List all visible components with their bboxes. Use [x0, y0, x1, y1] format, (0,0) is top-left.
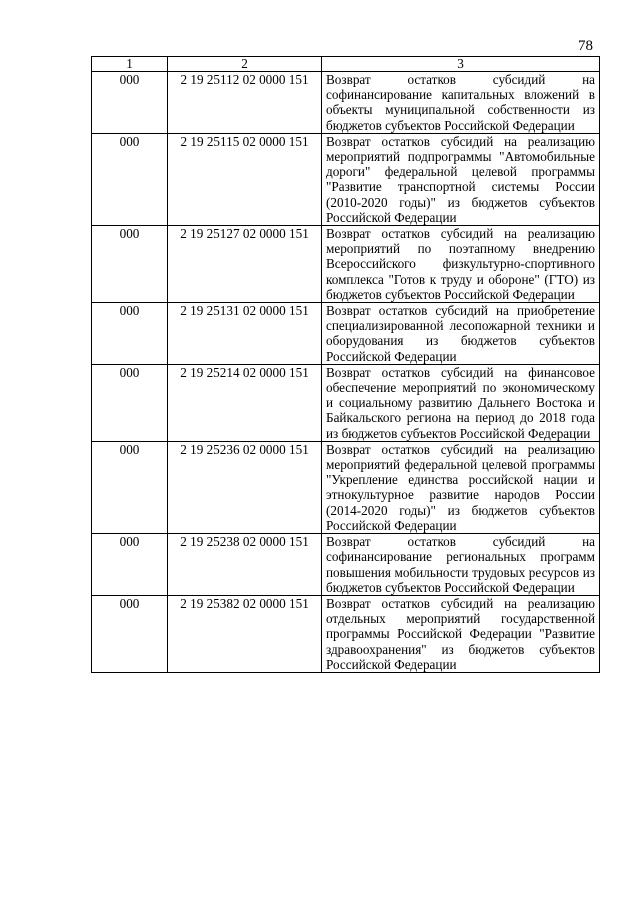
description-cell: Возврат остатков субсидий на финансовое обеспечение мероприятий по экономическому и социальному развитию Дальнего Востока и Байкальского региона на период до 2018 года из бюджетов субъектов Российской Федерации — [322, 364, 600, 441]
budget-codes-table — [91, 56, 600, 673]
budget-code-cell: 2 19 25382 02 0000 151 — [168, 595, 322, 672]
table-row — [92, 441, 600, 533]
description-cell: Возврат остатков субсидий на реализацию отдельных мероприятий государственной программы Российской Федерации "Развитие здравоохранения" из бюджетов субъектов Российской Федерации — [322, 595, 600, 672]
admin-code-cell: 000 — [92, 534, 168, 596]
page-number: 78 — [578, 38, 593, 54]
description-cell: Возврат остатков субсидий на реализацию мероприятий федеральной целевой программы "Укрепление единства российской нации и этнокультурное развитие народов России (2014-2020 годы)" из бюджетов субъектов Российской Федерации — [322, 441, 600, 533]
budget-code-cell: 2 19 25236 02 0000 151 — [168, 441, 322, 533]
budget-code-cell: 2 19 25127 02 0000 151 — [168, 226, 322, 303]
table-row — [92, 226, 600, 303]
table-row — [92, 534, 600, 596]
description-cell: Возврат остатков субсидий на приобретение специализированной лесопожарной техники и оборудования из бюджетов субъектов Российской Федерации — [322, 303, 600, 365]
admin-code-cell: 000 — [92, 226, 168, 303]
description-cell: Возврат остатков субсидий на софинансирование региональных программ повышения мобильности трудовых ресурсов из бюджетов субъектов Российской Федерации — [322, 534, 600, 596]
admin-code-cell: 000 — [92, 595, 168, 672]
description-cell: Возврат остатков субсидий на реализацию мероприятий подпрограммы "Автомобильные дороги" федеральной целевой программы "Развитие транспортной системы России (2010-2020 годы)" из бюджетов субъектов Российской Федерации — [322, 133, 600, 225]
budget-code-cell: 2 19 25112 02 0000 151 — [168, 72, 322, 134]
budget-code-cell: 2 19 25238 02 0000 151 — [168, 534, 322, 596]
table-header-row — [92, 57, 600, 72]
table-row — [92, 72, 600, 134]
admin-code-cell: 000 — [92, 72, 168, 134]
admin-code-cell: 000 — [92, 303, 168, 365]
table-row — [92, 303, 600, 365]
column-header-1: 1 — [92, 57, 168, 72]
budget-code-cell: 2 19 25131 02 0000 151 — [168, 303, 322, 365]
budget-code-cell: 2 19 25115 02 0000 151 — [168, 133, 322, 225]
admin-code-cell: 000 — [92, 441, 168, 533]
description-cell: Возврат остатков субсидий на реализацию мероприятий по поэтапному внедрению Всероссийского физкультурно-спортивного комплекса "Готов к труду и обороне" (ГТО) из бюджетов субъектов Российской Федерации — [322, 226, 600, 303]
description-cell: Возврат остатков субсидий на софинансирование капитальных вложений в объекты муниципальной собственности из бюджетов субъектов Российской Федерации — [322, 72, 600, 134]
admin-code-cell: 000 — [92, 133, 168, 225]
table-row — [92, 595, 600, 672]
admin-code-cell: 000 — [92, 364, 168, 441]
table-row — [92, 133, 600, 225]
column-header-2: 2 — [168, 57, 322, 72]
budget-code-cell: 2 19 25214 02 0000 151 — [168, 364, 322, 441]
column-header-3: 3 — [322, 57, 600, 72]
table-row — [92, 364, 600, 441]
